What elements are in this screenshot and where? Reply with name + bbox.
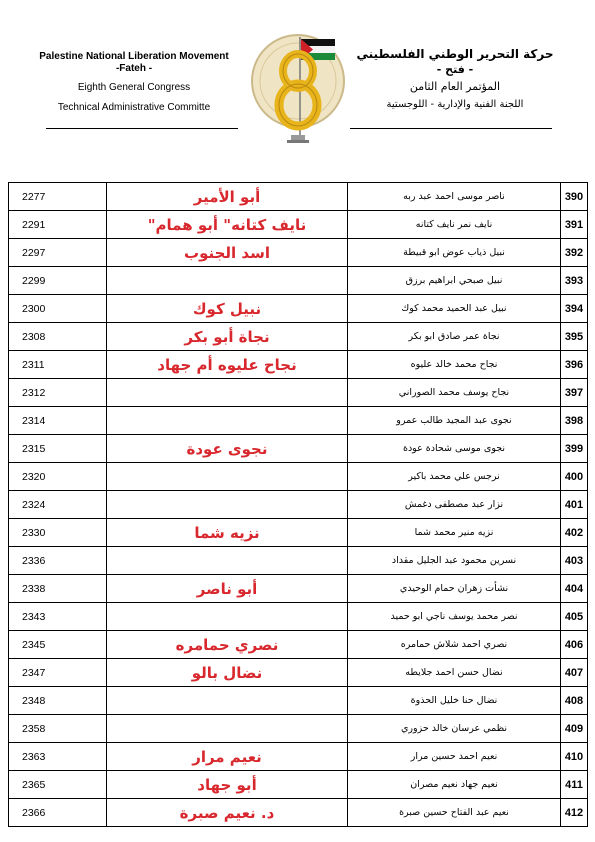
member-code: 2343: [9, 603, 107, 631]
member-name: نبيل ذياب عوض ابو قبيطة: [348, 239, 561, 267]
table-row: [9, 435, 588, 463]
members-table: [8, 182, 588, 827]
member-name: نبيل صبحي ابراهيم برزق: [348, 267, 561, 295]
table-row: [9, 407, 588, 435]
member-nickname: [107, 267, 348, 295]
member-nickname: نعيم مرار: [107, 743, 348, 771]
member-name: نضال حنا خليل الحذوة: [348, 687, 561, 715]
table-row: [9, 631, 588, 659]
member-nickname: نجوى عودة: [107, 435, 348, 463]
row-number: 390: [561, 183, 588, 211]
congress-name-ar: المؤتمر العام الثامن: [409, 80, 501, 93]
member-nickname: [107, 603, 348, 631]
member-name: نظمي عرسان خالد حزوري: [348, 715, 561, 743]
member-nickname: نزيه شما: [107, 519, 348, 547]
table-row: [9, 603, 588, 631]
member-nickname: [107, 491, 348, 519]
org-short-ar: - فتح -: [436, 63, 474, 76]
fateh-congress-logo-icon: [243, 23, 353, 148]
table-row: [9, 715, 588, 743]
member-name: نايف نمر نايف كتانه: [348, 211, 561, 239]
member-code: 2315: [9, 435, 107, 463]
table-row: [9, 239, 588, 267]
member-code: 2366: [9, 799, 107, 827]
member-code: 2299: [9, 267, 107, 295]
member-name: نزيه منير محمد شما: [348, 519, 561, 547]
header-english: [28, 51, 240, 115]
member-name: نصر محمد يوسف ناجي ابو حميد: [348, 603, 561, 631]
table-row: [9, 211, 588, 239]
member-code: 2358: [9, 715, 107, 743]
member-name: نعيم احمد حسين مرار: [348, 743, 561, 771]
member-code: 2330: [9, 519, 107, 547]
member-name: نرجس علي محمد باكير: [348, 463, 561, 491]
row-number: 407: [561, 659, 588, 687]
committee-name-ar: اللجنة الفنية والإدارية - اللوجستية: [386, 99, 524, 110]
member-code: 2300: [9, 295, 107, 323]
row-number: 394: [561, 295, 588, 323]
member-name: نجوى عبد المجيد طالب عمرو: [348, 407, 561, 435]
member-nickname: [107, 379, 348, 407]
member-name: نسرين محمود عبد الجليل مقداد: [348, 547, 561, 575]
table-row: [9, 491, 588, 519]
member-nickname: نايف كتانه" أبو همام": [107, 211, 348, 239]
row-number: 399: [561, 435, 588, 463]
member-code: 2338: [9, 575, 107, 603]
member-code: 2365: [9, 771, 107, 799]
table-row: [9, 295, 588, 323]
member-nickname: د. نعيم صبرة: [107, 799, 348, 827]
table-row: [9, 659, 588, 687]
row-number: 391: [561, 211, 588, 239]
row-number: 406: [561, 631, 588, 659]
org-name-en: Palestine National Liberation Movement: [39, 51, 229, 62]
row-number: 412: [561, 799, 588, 827]
member-code: 2348: [9, 687, 107, 715]
row-number: 409: [561, 715, 588, 743]
row-number: 401: [561, 491, 588, 519]
row-number: 402: [561, 519, 588, 547]
member-nickname: أبو جهاد: [107, 771, 348, 799]
member-nickname: نضال بالو: [107, 659, 348, 687]
member-nickname: اسد الجنوب: [107, 239, 348, 267]
row-number: 397: [561, 379, 588, 407]
member-name: نعيم جهاد نعيم مصران: [348, 771, 561, 799]
table-row: [9, 771, 588, 799]
row-number: 411: [561, 771, 588, 799]
member-code: 2277: [9, 183, 107, 211]
member-code: 2363: [9, 743, 107, 771]
table-row: [9, 687, 588, 715]
member-code: 2347: [9, 659, 107, 687]
member-name: نجاة عمر صادق ابو بكر: [348, 323, 561, 351]
table-row: [9, 379, 588, 407]
row-number: 405: [561, 603, 588, 631]
member-code: 2324: [9, 491, 107, 519]
member-nickname: [107, 715, 348, 743]
row-number: 396: [561, 351, 588, 379]
member-nickname: نجاة أبو بكر: [107, 323, 348, 351]
row-number: 410: [561, 743, 588, 771]
table-row: [9, 519, 588, 547]
header-rule-right: [350, 128, 552, 129]
congress-name-en: Eighth General Congress: [77, 82, 191, 93]
member-nickname: نجاح عليوه أم جهاد: [107, 351, 348, 379]
table-row: [9, 183, 588, 211]
member-code: 2308: [9, 323, 107, 351]
table-row: [9, 323, 588, 351]
member-code: 2320: [9, 463, 107, 491]
row-number: 398: [561, 407, 588, 435]
row-number: 395: [561, 323, 588, 351]
header-arabic: [355, 46, 555, 113]
row-number: 404: [561, 575, 588, 603]
table-row: [9, 799, 588, 827]
member-name: نجوى موسى شحادة عودة: [348, 435, 561, 463]
committee-name-en: Technical Administrative Committe: [57, 102, 211, 113]
table-row: [9, 743, 588, 771]
org-short-en: -Fateh -: [115, 63, 153, 74]
table-row: [9, 547, 588, 575]
member-nickname: [107, 407, 348, 435]
member-nickname: أبو ناصر: [107, 575, 348, 603]
row-number: 393: [561, 267, 588, 295]
member-nickname: نبيل كوك: [107, 295, 348, 323]
member-nickname: [107, 463, 348, 491]
member-name: نزار عبد مصطفى دغمش: [348, 491, 561, 519]
member-nickname: نصري حمامره: [107, 631, 348, 659]
member-name: نعيم عبد الفتاح حسين صبرة: [348, 799, 561, 827]
member-name: نجاح يوسف محمد الصوراني: [348, 379, 561, 407]
member-name: نجاح محمد خالد عليوه: [348, 351, 561, 379]
row-number: 408: [561, 687, 588, 715]
table-row: [9, 575, 588, 603]
member-name: نبيل عبد الحميد محمد كوك: [348, 295, 561, 323]
table-row: [9, 463, 588, 491]
org-name-ar: حركة التحرير الوطني الفلسطيني: [356, 47, 554, 61]
member-name: ناصر موسى احمد عبد ربه: [348, 183, 561, 211]
table-row: [9, 351, 588, 379]
member-nickname: [107, 687, 348, 715]
table-row: [9, 267, 588, 295]
member-code: 2314: [9, 407, 107, 435]
member-nickname: أبو الأمير: [107, 183, 348, 211]
member-name: نصري احمد شلاش حمامره: [348, 631, 561, 659]
member-code: 2312: [9, 379, 107, 407]
member-nickname: [107, 547, 348, 575]
row-number: 400: [561, 463, 588, 491]
member-code: 2345: [9, 631, 107, 659]
member-name: نشأت زهران حمام الوحيدي: [348, 575, 561, 603]
member-code: 2311: [9, 351, 107, 379]
header-rule-left: [46, 128, 238, 129]
row-number: 392: [561, 239, 588, 267]
member-name: نضال حسن احمد جلايطه: [348, 659, 561, 687]
member-code: 2291: [9, 211, 107, 239]
member-code: 2297: [9, 239, 107, 267]
member-code: 2336: [9, 547, 107, 575]
row-number: 403: [561, 547, 588, 575]
